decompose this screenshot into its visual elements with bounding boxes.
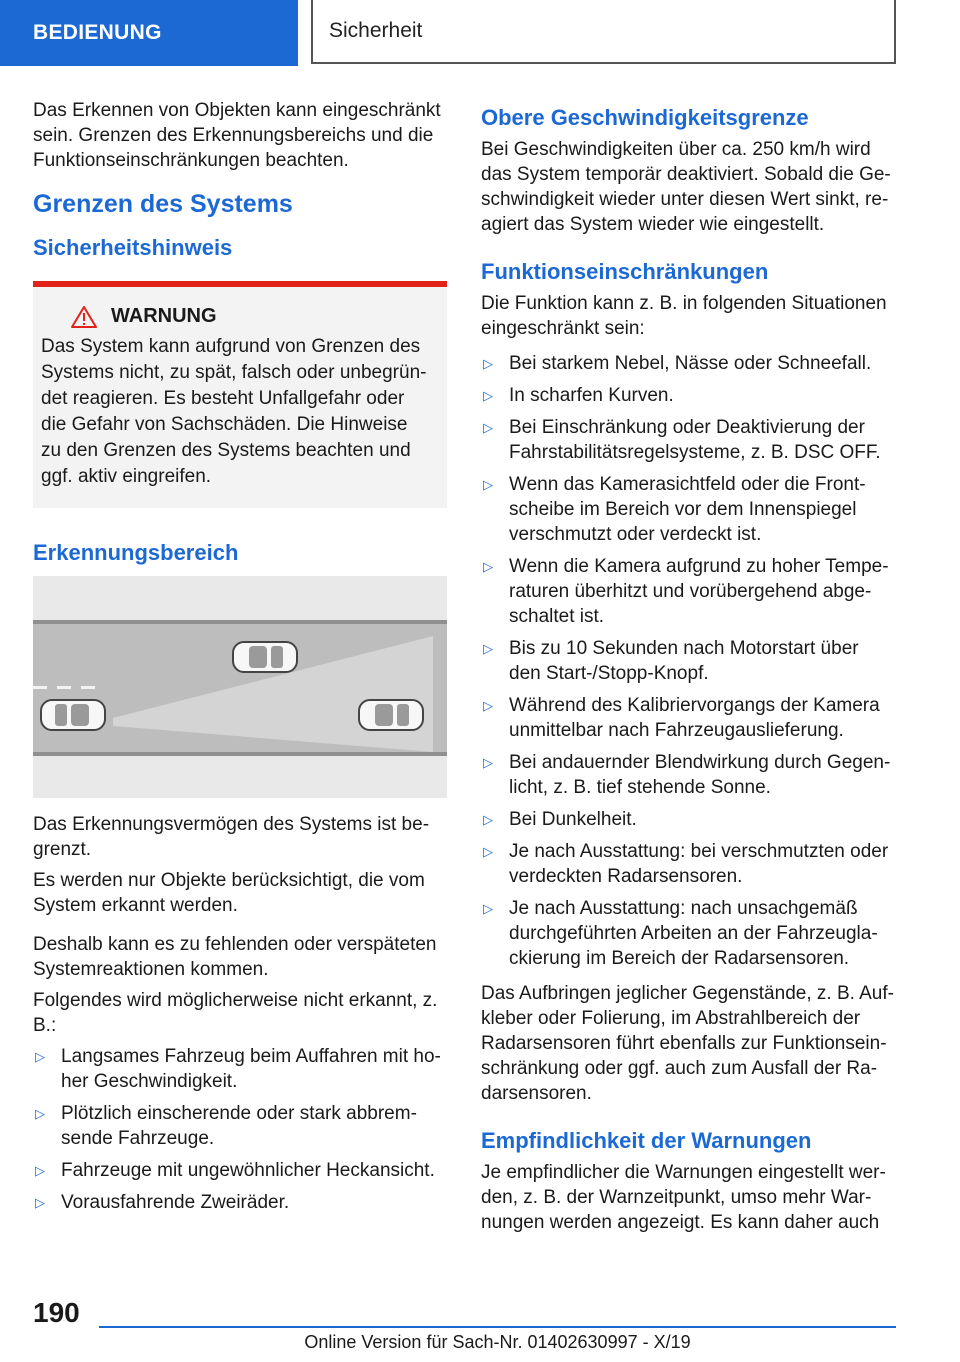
triangle-bullet-icon: ▷ [35,1163,45,1178]
warning-title: WARNUNG [111,305,217,327]
list-item: ▷ Fahrzeuge mit ungewöhnlicher Heckansicht. [35,1160,435,1181]
warning-header [41,305,431,328]
triangle-bullet-icon: ▷ [483,420,493,435]
list-item: ▷ Bei starkem Nebel, Nässe oder Schneefall. [483,353,872,374]
header-section [0,0,298,66]
paragraph-objekte: Es werden nur Objekte berücksichtigt, die vom System erkannt werden. [33,870,425,916]
header-section-label: BEDIENUNG [33,21,162,44]
list-item: ▷ Bis zu 10 Sekunden nach Motorstart über den Start-/Stopp-Knopf. [483,638,859,684]
triangle-bullet-icon: ▷ [483,698,493,713]
page-number: 190 [33,1297,80,1328]
heading-erkennungsbereich: Erkennungsbereich [33,540,239,565]
list-item: ▷ Während des Kalibriervorgangs der Kamera unmittelbar nach Fahrzeugauslieferung. [483,695,880,741]
car-own [41,700,105,730]
paragraph-folgendes: Folgendes wird möglicherweise nicht erkannt, z. B.: [33,990,438,1036]
list-item: ▷ Wenn das Kamerasichtfeld oder die Frontscheibe im Bereich vor dem Innenspiegel verschmutzt oder verdeckt ist. [483,474,866,545]
triangle-bullet-icon: ▷ [35,1106,45,1121]
triangle-bullet-icon: ▷ [483,388,493,403]
warning-box [33,281,447,508]
paragraph-erkennungsvermoegen: Das Erkennungsvermögen des Systems ist begrenzt. [33,814,430,860]
heading-empfindlichkeit: Empfindlichkeit der Warnungen [481,1128,812,1153]
triangle-bullet-icon: ▷ [483,844,493,859]
header-chapter-label: Sicherheit [329,19,423,42]
triangle-bullet-icon: ▷ [35,1049,45,1064]
triangle-bullet-icon: ▷ [483,641,493,656]
warning-text: Das System kann aufgrund von Grenzen des Systems nicht, zu spät, falsch oder unbegründet reagieren. Es besteht Unfallgefahr oder die Gefahr von Sachschäden. Die Hinweise zu den Grenzen des Systems beachten und ggf. aktiv eingreifen. [41,336,427,487]
triangle-bullet-icon: ▷ [483,755,493,770]
list-item: ▷ Bei Dunkelheit. [483,809,637,830]
car-ahead-right [359,700,423,730]
list-item: ▷ In scharfen Kurven. [483,385,674,406]
list-item: ▷ Plötzlich einscherende oder stark abbremsende Fahrzeuge. [35,1103,417,1149]
left-column [33,98,447,1225]
paragraph-obere: Bei Geschwindigkeiten über ca. 250 km/h wird das System temporär deaktiviert. Sobald die Geschwindigkeit wieder unter diesen Wert sinkt, reagiert das System wieder wie eingestellt. [481,139,891,235]
triangle-bullet-icon: ▷ [483,812,493,827]
paragraph-empfindlichkeit: Je empfindlicher die Warnungen eingestellt werden, z. B. der Warnzeitpunkt, umso mehr Warnungen werden angezeigt. Es kann daher auch [481,1162,886,1233]
header-chapter [311,0,896,64]
heading-grenzen: Grenzen des Systems [33,190,293,218]
heading-obere-geschwindigkeitsgrenze: Obere Geschwindigkeitsgrenze [481,105,809,130]
list-limitations [481,351,895,971]
triangle-bullet-icon: ▷ [35,1195,45,1210]
triangle-bullet-icon: ▷ [483,356,493,371]
right-column [481,103,895,1249]
list-item: ▷ Bei andauernder Blendwirkung durch Gegenlicht, z. B. tief stehende Sonne. [483,752,891,798]
car-ahead-top [233,642,297,672]
heading-sicherheitshinweis: Sicherheitshinweis [33,235,233,260]
list-item: ▷ Je nach Ausstattung: nach unsachgemäß durchgeführten Arbeiten an der Fahrzeuglackierung im Bereich der Radarsensoren. [483,898,878,969]
paragraph-deshalb: Deshalb kann es zu fehlenden oder verspäteten Systemreaktionen kommen. [33,934,437,980]
paragraph-funktion: Die Funktion kann z. B. in folgenden Situationen eingeschränkt sein: [481,293,887,339]
list-item: ▷ Langsames Fahrzeug beim Auffahren mit hoher Geschwindigkeit. [35,1046,441,1092]
list-item: ▷ Vorausfahrende Zweiräder. [35,1192,290,1213]
triangle-bullet-icon: ▷ [483,901,493,916]
heading-funktionseinschraenkungen: Funktionseinschränkungen [481,259,769,284]
footer-version: Online Version für Sach-Nr. 01402630997 - X/19 [304,1332,691,1352]
list-item: ▷ Je nach Ausstattung: bei verschmutzten oder verdeckten Radarsensoren. [483,841,889,887]
warning-triangle-icon [71,306,97,328]
triangle-bullet-icon: ▷ [483,477,493,492]
paragraph-aufbringen: Das Aufbringen jeglicher Gegenstände, z. B. Aufkleber oder Folierung, im Abstrahlbereich der Radarsensoren führt ebenfalls zur Funktionseinschränkung oder ggf. auch zum Ausfall der Radarsensoren. [481,983,894,1104]
list-not-detected [33,1044,447,1215]
intro-paragraph: Das Erkennen von Objekten kann eingeschränkt sein. Grenzen des Erkennungsbereichs und die Funktionseinschränkungen beachten. [33,100,441,171]
triangle-bullet-icon: ▷ [483,559,493,574]
footer-divider [99,1326,896,1328]
list-item: ▷ Bei Einschränkung oder Deaktivierung der Fahrstabilitätsregelsysteme, z. B. DSC OFF. [483,417,881,463]
list-item: ▷ Wenn die Kamera aufgrund zu hoher Temperaturen überhitzt und vorübergehend abgeschaltet ist. [483,556,889,627]
detection-range-illustration [33,576,447,798]
